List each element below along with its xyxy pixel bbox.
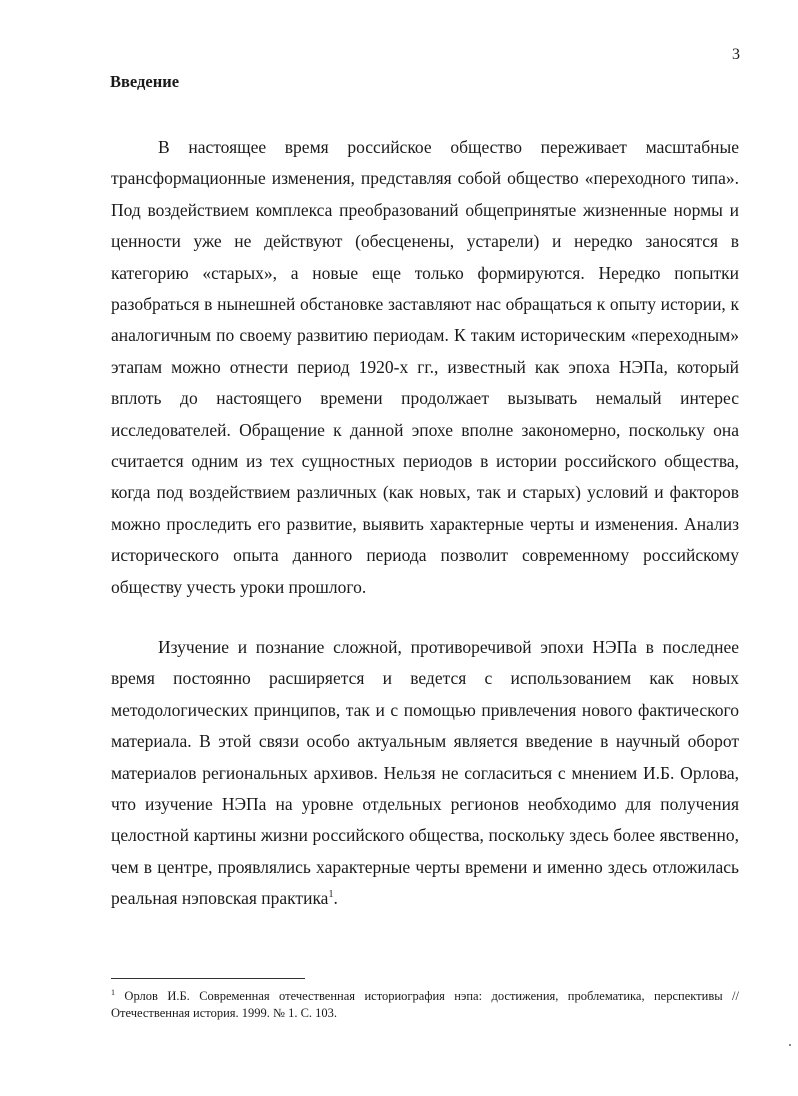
section-heading: Введение <box>110 72 180 91</box>
page-number: 3 <box>732 46 740 63</box>
paragraph-2-text: Изучение и познание сложной, противоречивой эпохи НЭПа в последнее время постоянно расширяется и ведется с использованием как новых методологических принципов, так и с помощью привлечения нового фактического материала. В этой связи особо актуальным является введение в научный оборот материалов региональных архивов. Нельзя не согласиться с мнением И.Б. Орлова, что изучение НЭПа на уровне отдельных регионов необходимо для получения целостной картины жизни российского общества, поскольку здесь более явственно, чем в центре, проявлялись характерные черты времени и именно здесь отложилась реальная нэповская практика <box>111 637 739 909</box>
body-paragraph-2 <box>111 632 739 915</box>
footnote-reference: 1 <box>328 889 334 901</box>
footnote-mark: 1 <box>111 987 115 997</box>
body-paragraph-1: В настоящее время российское общество переживает масштабные трансформационные изменения, представляя собой общество «переходного типа». Под воздействием комплекса преобразований общепринятые жизненные нормы и ценности уже не действуют (обесценены, устарели) и нередко заносятся в категорию «старых», а новые еще только формируются. Нередко попытки разобраться в нынешней обстановке заставляют нас обращаться к опыту истории, к аналогичным по своему развитию периодам. К таким историческим «переходным» этапам можно отнести период 1920-х гг., известный как эпоха НЭПа, который вплоть до настоящего времени продолжает вызывать немалый интерес исследователей. Обращение к данной эпохе вполне закономерно, поскольку она считается одним из тех сущностных периодов в истории российского общества, когда под воздействием различных (как новых, так и старых) условий и факторов можно проследить его развитие, выявить характерные черты и изменения. Анализ исторического опыта данного периода позволит современному российскому обществу учесть уроки прошлого. <box>111 137 739 597</box>
paragraph-2-end: . <box>333 888 338 909</box>
scan-speck <box>789 1044 791 1046</box>
footnote-separator <box>111 978 305 979</box>
footnote <box>111 988 739 1022</box>
footnote-text: Орлов И.Б. Современная отечественная историография нэпа: достижения, проблематика, перспективы // Отечественная история. 1999. № 1. С. 103. <box>111 989 739 1020</box>
